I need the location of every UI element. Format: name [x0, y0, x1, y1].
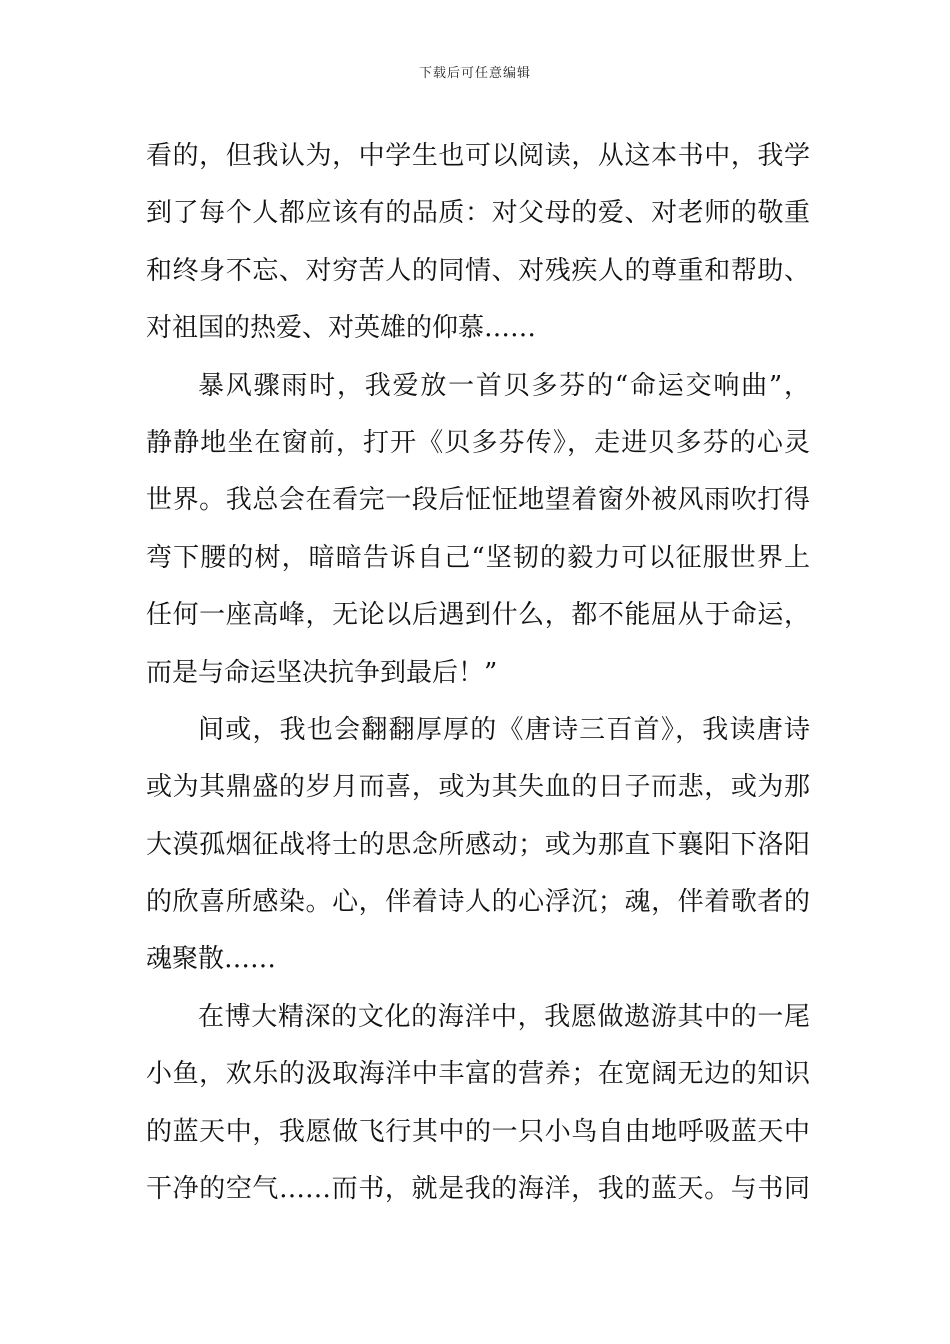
paragraph-4 [146, 989, 810, 1219]
paragraph-1 [146, 128, 810, 358]
text-line: 世界。我总会在看完一段后怔怔地望着窗外被风雨吹打得 [146, 485, 810, 516]
text-line: 看的，但我认为，中学生也可以阅读，从这本书中，我学 [146, 141, 810, 171]
page-header: 下载后可任意编辑 [418, 66, 531, 81]
text-line: 或为其鼎盛的岁月而喜，或为其失血的日子而悲，或为那 [146, 772, 810, 803]
paragraph-2 [146, 358, 810, 702]
text-line: 而是与命运坚决抗争到最后！” [146, 657, 498, 688]
text-line: 小鱼，欢乐的汲取海洋中丰富的营养；在宽阔无边的知识 [146, 1059, 810, 1090]
text-line: 和终身不忘、对穷苦人的同情、对残疾人的尊重和帮助、 [146, 255, 810, 286]
text-line: 到了每个人都应该有的品质：对父母的爱、对老师的敬重 [146, 198, 810, 229]
text-line: 任何一座高峰，无论以后遇到什么，都不能屈从于命运， [146, 600, 810, 631]
text-line: 魂聚散…… [146, 944, 277, 975]
text-line: 在博大精深的文化的海洋中，我愿做遨游其中的一尾 [198, 1001, 810, 1032]
text-line: 间或，我也会翻翻厚厚的《唐诗三百首》，我读唐诗 [198, 714, 810, 745]
text-line: 弯下腰的树，暗暗告诉自己“坚韧的毅力可以征服世界上 [146, 542, 810, 573]
text-line: 暴风骤雨时，我爱放一首贝多芬的“命运交响曲”， [198, 370, 810, 401]
text-line: 的蓝天中，我愿做飞行其中的一只小鸟自由地呼吸蓝天中 [146, 1116, 810, 1147]
text-line: 静静地坐在窗前，打开《贝多芬传》，走进贝多芬的心灵 [146, 427, 810, 458]
paragraph-3 [146, 702, 810, 989]
text-line: 对祖国的热爱、对英雄的仰慕…… [146, 313, 537, 344]
document-body [146, 128, 810, 1218]
text-line: 大漠孤烟征战将士的思念所感动；或为那直下襄阳下洛阳 [146, 829, 810, 860]
text-line: 干净的空气……而书，就是我的海洋，我的蓝天。与书同 [146, 1174, 810, 1205]
text-line: 的欣喜所感染。心，伴着诗人的心浮沉；魂，伴着歌者的 [146, 887, 810, 918]
